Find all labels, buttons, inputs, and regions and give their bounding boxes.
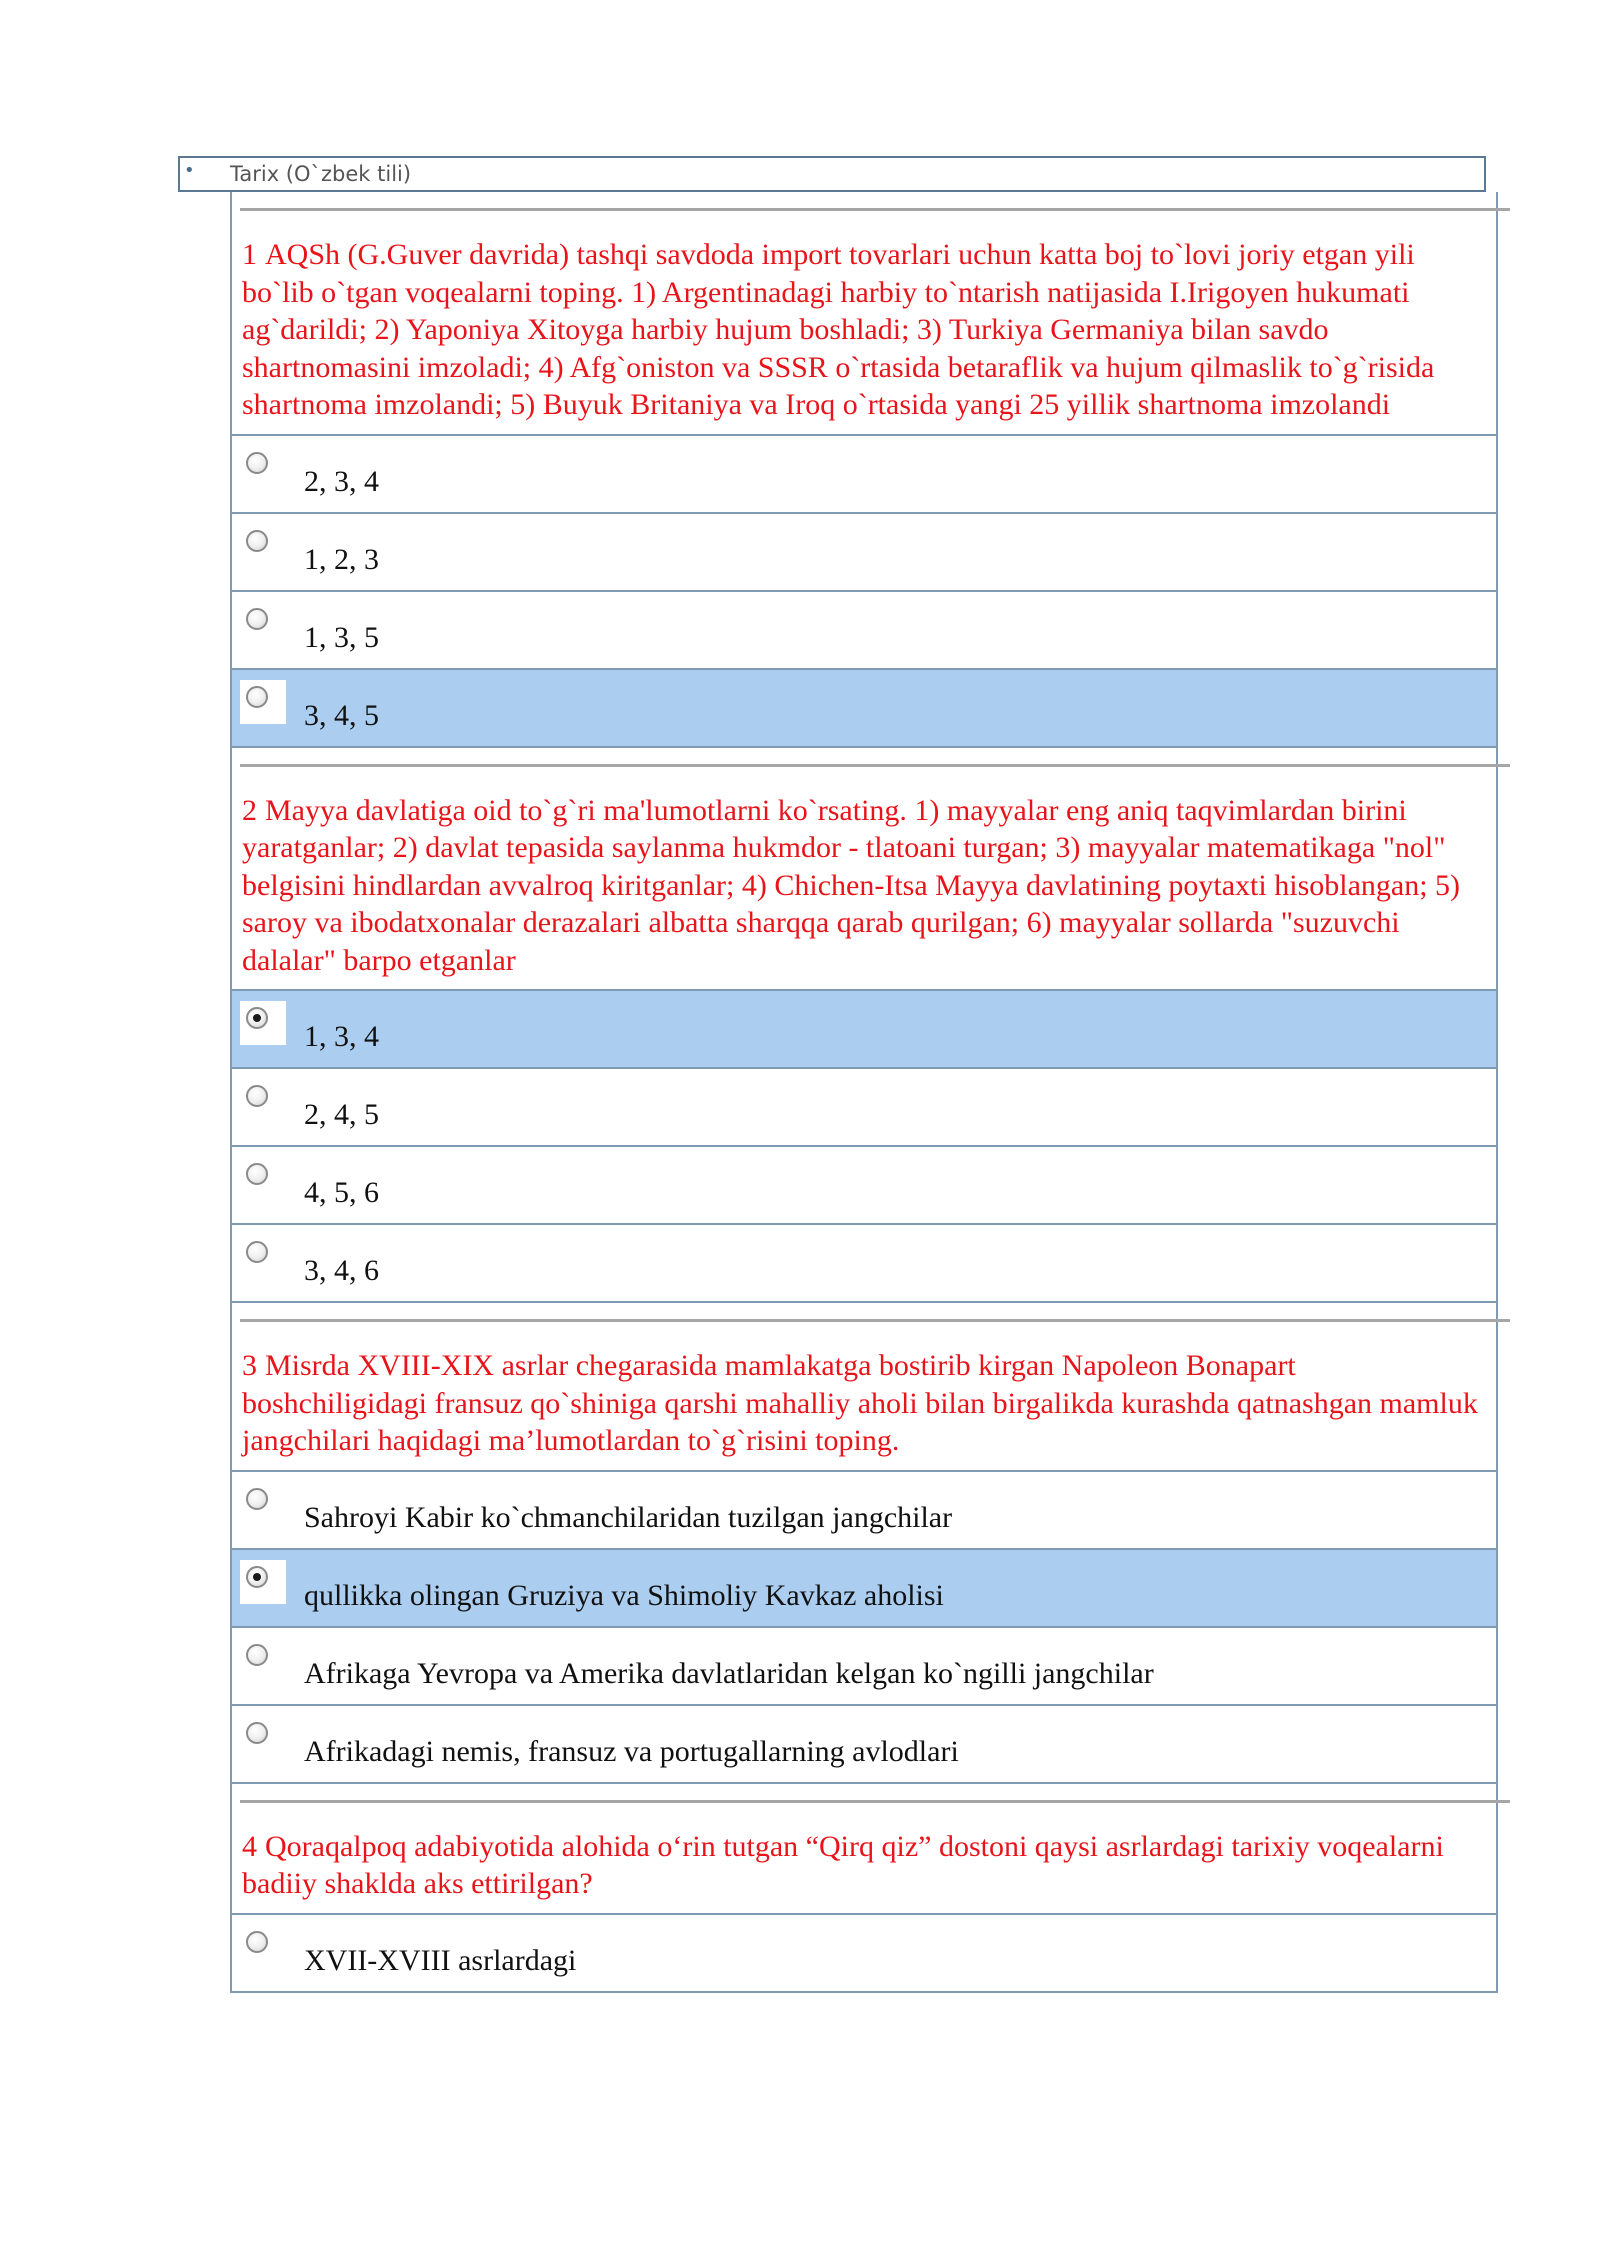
radio-box (240, 1079, 286, 1123)
radio-box (240, 1638, 286, 1682)
radio-box (240, 1157, 286, 1201)
radio-button[interactable] (246, 1241, 268, 1263)
radio-button[interactable] (246, 1085, 268, 1107)
question-number: 1 (242, 238, 257, 271)
quiz-container (230, 192, 1498, 1993)
question-body: AQSh (G.Guver davrida) tashqi savdoda import tovarlari uchun katta boj to`lovi joriy etgan yili bo`lib o`tgan voqealarni toping. 1) Argentinadagi harbiy to`ntarish natijasida I.Irigoyen hukumati ag`darildi; 2) Yaponiya Xitoyga harbiy hujum boshladi; 3) Turkiya Germaniya bilan savdo shartnomasini imzoladi; 4) Afg`oniston va SSSR o`rtasida betaraflik va hujum qilmaslik to`g`risida shartnoma imzolandi; 5) Buyuk Britaniya va Iroq o`rtasida yangi 25 yillik shartnoma imzolandi (242, 238, 1435, 421)
question-2 (232, 746, 1496, 1302)
answer-option[interactable] (232, 991, 1496, 1069)
answer-option[interactable] (232, 436, 1496, 514)
answer-label: 3, 4, 6 (304, 1254, 379, 1287)
answer-label: Afrikaga Yevropa va Amerika davlatlaridan kelgan ko`ngilli jangchilar (304, 1656, 1154, 1690)
question-text (232, 1319, 1496, 1472)
answer-option[interactable] (232, 1628, 1496, 1706)
question-4 (232, 1782, 1496, 1991)
radio-button[interactable] (246, 1163, 268, 1185)
question-1 (232, 192, 1496, 746)
answer-label: 1, 3, 4 (304, 1020, 379, 1053)
answer-option[interactable] (232, 592, 1496, 670)
answer-option[interactable] (232, 514, 1496, 592)
radio-box (240, 1560, 286, 1604)
radio-box (240, 1716, 286, 1760)
answer-label: qullikka olingan Gruziya va Shimoliy Kavkaz aholisi (304, 1578, 944, 1612)
radio-box (240, 1001, 286, 1045)
radio-box (240, 602, 286, 646)
question-text (232, 764, 1496, 992)
radio-box (240, 1925, 286, 1969)
question-separator (232, 748, 1496, 764)
answer-label: 1, 3, 5 (304, 620, 379, 654)
answer-label: 4, 5, 6 (304, 1176, 379, 1209)
answer-label: Afrikadagi nemis, fransuz va portugallarning avlodlari (304, 1734, 959, 1768)
question-body: Misrda XVIII-XIX asrlar chegarasida mamlakatga bostirib kirgan Napoleon Bonapart boshchiligidagi fransuz qo`shiniga qarshi mahalliy aholi bilan birgalikda kurashda qatnashgan mamluk jangchilari haqidagi ma’lumotlardan to`g`risini toping. (242, 1349, 1478, 1457)
radio-box (240, 1482, 286, 1526)
radio-button[interactable] (246, 452, 268, 474)
radio-box (240, 446, 286, 490)
question-text (232, 1800, 1496, 1915)
radio-box (240, 524, 286, 568)
answer-label: 1, 2, 3 (304, 542, 379, 576)
question-separator (232, 1303, 1496, 1319)
subject-label: Tarix (O`zbek tili) (230, 162, 412, 186)
radio-box (240, 680, 286, 724)
answer-option[interactable] (232, 1472, 1496, 1550)
answer-label: 2, 4, 5 (304, 1098, 379, 1131)
answer-label: 3, 4, 5 (304, 698, 379, 732)
bullet-icon: • (184, 160, 195, 181)
radio-button[interactable] (246, 1566, 268, 1588)
radio-button[interactable] (246, 608, 268, 630)
answer-option[interactable] (232, 1069, 1496, 1147)
question-separator (232, 192, 1496, 208)
radio-box (240, 1235, 286, 1279)
question-number: 4 (242, 1829, 257, 1863)
answer-option[interactable] (232, 1147, 1496, 1225)
radio-button[interactable] (246, 530, 268, 552)
question-number: 2 (242, 793, 257, 827)
subject-header (178, 156, 1486, 192)
radio-button[interactable] (246, 1722, 268, 1744)
answer-label: XVII-XVIII asrlardagi (304, 1943, 577, 1977)
answer-option[interactable] (232, 1706, 1496, 1782)
question-3 (232, 1301, 1496, 1782)
radio-button[interactable] (246, 1931, 268, 1953)
answer-option[interactable] (232, 1225, 1496, 1301)
answer-label: 2, 3, 4 (304, 464, 379, 498)
answer-option[interactable] (232, 1550, 1496, 1628)
question-separator (232, 1784, 1496, 1800)
answer-label: Sahroyi Kabir ko`chmanchilaridan tuzilgan jangchilar (304, 1500, 953, 1534)
radio-button[interactable] (246, 686, 268, 708)
question-text (232, 208, 1496, 436)
answer-option[interactable] (232, 1915, 1496, 1991)
radio-button[interactable] (246, 1644, 268, 1666)
answer-option[interactable] (232, 670, 1496, 746)
question-number: 3 (242, 1349, 257, 1382)
radio-button[interactable] (246, 1007, 268, 1029)
question-body: Qoraqalpoq adabiyotida alohida o‘rin tutgan “Qirq qiz” dostoni qaysi asrlardagi tarixiy voqealarni badiiy shaklda aks ettirilgan? (242, 1829, 1444, 1900)
radio-button[interactable] (246, 1488, 268, 1510)
question-body: Mayya davlatiga oid to`g`ri ma'lumotlarni ko`rsating. 1) mayyalar eng aniq taqvimlardan birini yaratganlar; 2) davlat tepasida saylanma hukmdor - tlatoani turgan; 3) mayyalar matematikaga "nol" belgisini hindlardan avvalroq kiritganlar; 4) Chichen-Itsa Mayya davlatining poytaxti hisoblangan; 5) saroy va ibodatxonalar derazalari albatta sharqqa qarab qurilgan; 6) mayyalar sollarda "suzuvchi dalalar" barpo etganlar (242, 793, 1461, 977)
